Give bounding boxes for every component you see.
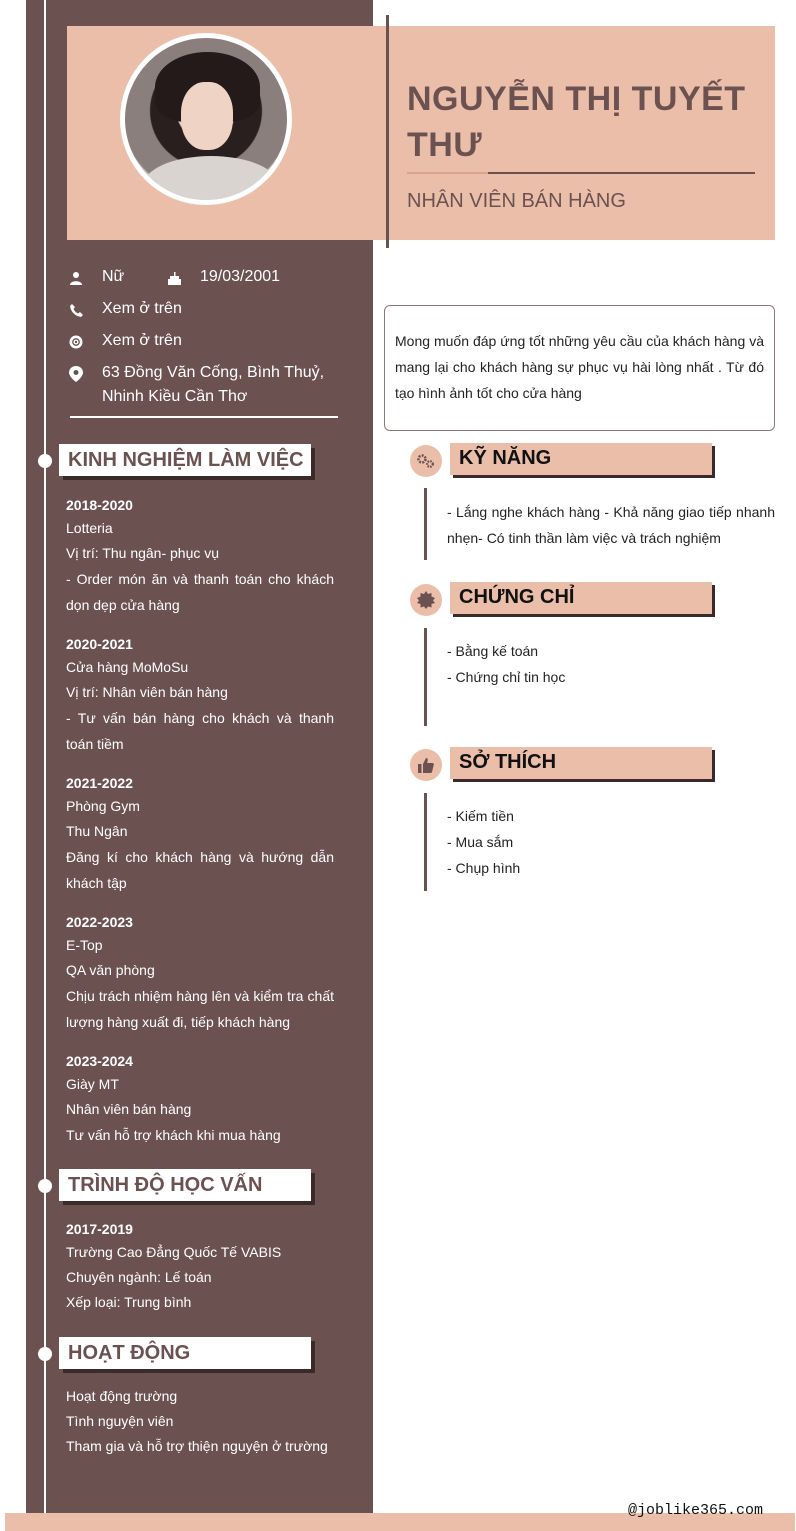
education-item (66, 1218, 334, 1315)
experience-item (66, 494, 334, 618)
job-title: NHÂN VIÊN BÁN HÀNG (407, 190, 626, 212)
section-experience-heading (59, 444, 311, 476)
experience-role: Nhân viên bán hàng (66, 1101, 192, 1117)
experience-role: Vị trí: Thu ngân- phục vụ (66, 545, 220, 561)
experience-role: QA văn phòng (66, 962, 155, 978)
experience-period: 2018-2020 (66, 497, 133, 513)
education-major: Chuyên ngành: Lế toán (66, 1269, 212, 1285)
certificates-list (447, 638, 775, 690)
experience-role: Vị trí: Nhân viên bán hàng (66, 684, 228, 700)
education-school: Trường Cao Đẳng Quốc Tế VABIS (66, 1244, 282, 1260)
section-activities-heading (59, 1337, 311, 1369)
section-title: CHỨNG CHỈ (459, 586, 575, 608)
experience-company: Giày MT (66, 1076, 119, 1092)
cake-icon (166, 270, 182, 286)
section-skills-heading (450, 443, 712, 475)
skills-content (447, 499, 775, 551)
section-title: KỸ NĂNG (459, 447, 552, 469)
activity-item: Tình nguyện viên (66, 1413, 174, 1429)
experience-item (66, 772, 334, 896)
section-education-heading (59, 1169, 311, 1201)
experience-role: Thu Ngân (66, 823, 128, 839)
contact-gender (68, 268, 124, 289)
experience-company: Lotteria (66, 520, 113, 536)
experience-description: - Tư vấn bán hàng cho khách và thanh toán tiềm (66, 710, 334, 752)
contact-email (68, 332, 182, 353)
gears-icon (410, 445, 442, 477)
name-underline (488, 172, 755, 174)
timeline-dot (38, 454, 52, 468)
sidebar-divider (70, 416, 338, 418)
experience-period: 2020-2021 (66, 636, 133, 652)
experience-description: Đăng kí cho khách hàng và hướng dẫn khách tập (66, 849, 334, 891)
section-bar (424, 793, 427, 891)
at-icon (68, 334, 84, 350)
contact-birthday (166, 268, 280, 289)
avatar-shoulders (143, 156, 279, 205)
avatar (120, 33, 292, 205)
badge-icon (410, 584, 442, 616)
career-objective: Mong muốn đáp ứng tốt những yêu cầu của khách hàng và mang lại cho khách hàng sự phục vụ hài lòng nhất . Từ đó tạo hình ảnh tốt cho cửa hàng (384, 305, 775, 431)
section-title: TRÌNH ĐỘ HỌC VẤN (68, 1174, 263, 1196)
skills-text: - Lắng nghe khách hàng - Khả năng giao tiếp nhanh nhẹn- Có tinh thần làm việc và trách nghiệm (447, 504, 775, 546)
section-certificates-heading (450, 582, 712, 614)
hobby-item: - Chụp hình (447, 860, 521, 876)
timeline-line (44, 0, 46, 1531)
avatar-face (181, 82, 233, 150)
header-divider (386, 15, 389, 248)
activities-list (66, 1384, 334, 1459)
section-title: HOẠT ĐỘNG (68, 1342, 191, 1364)
experience-description: Chịu trách nhiệm hàng lên và kiểm tra chất lượng hàng xuất đi, tiếp khách hàng (66, 988, 334, 1030)
section-bar (424, 628, 427, 726)
watermark: @joblike365.com (628, 1502, 764, 1519)
experience-period: 2022-2023 (66, 914, 133, 930)
education-period: 2017-2019 (66, 1221, 133, 1237)
email-value: Xem ở trên (102, 332, 182, 349)
experience-item (66, 911, 334, 1035)
certificate-item: - Bằng kế toán (447, 643, 539, 659)
experience-company: Phòng Gym (66, 798, 140, 814)
section-title: SỞ THÍCH (459, 751, 557, 773)
hobbies-list (447, 803, 775, 881)
section-hobbies-heading (450, 747, 712, 779)
experience-period: 2021-2022 (66, 775, 133, 791)
section-bar (424, 488, 427, 560)
candidate-name: NGUYỄN THỊ TUYẾT THƯ (407, 80, 746, 164)
experience-company: Cửa hàng MoMoSu (66, 659, 189, 675)
experience-company: E-Top (66, 937, 103, 953)
timeline-dot (38, 1347, 52, 1361)
contact-phone (68, 300, 182, 321)
education-grade: Xếp loại: Trung bình (66, 1294, 192, 1310)
experience-item (66, 633, 334, 757)
contact-address (68, 364, 328, 409)
experience-description: - Order món ăn và thanh toán cho khách dọn dẹp cửa hàng (66, 571, 334, 613)
hobby-item: - Kiếm tiền (447, 808, 514, 824)
name-underline-accent (407, 172, 488, 174)
address-value: 63 Đồng Văn Cống, Bình Thuỷ, Nhinh Kiều Cần Thơ (102, 364, 325, 405)
gender-value: Nữ (102, 268, 125, 285)
user-icon (68, 270, 84, 286)
phone-icon (68, 302, 84, 318)
timeline-dot (38, 1179, 52, 1193)
thumbs-up-icon (410, 749, 442, 781)
hobby-item: - Mua sắm (447, 834, 514, 850)
birthday-value: 19/03/2001 (200, 268, 281, 285)
certificate-item: - Chứng chỉ tin học (447, 669, 566, 685)
experience-period: 2023-2024 (66, 1053, 133, 1069)
activity-item: Tham gia và hỗ trợ thiện nguyện ở trường (66, 1438, 328, 1454)
section-title: KINH NGHIỆM LÀM VIỆC (68, 449, 304, 471)
map-pin-icon (68, 366, 84, 382)
experience-item (66, 1050, 334, 1148)
activity-item: Hoạt động trường (66, 1388, 178, 1404)
phone-value: Xem ở trên (102, 300, 182, 317)
experience-description: Tư vấn hỗ trợ khách khi mua hàng (66, 1127, 281, 1143)
